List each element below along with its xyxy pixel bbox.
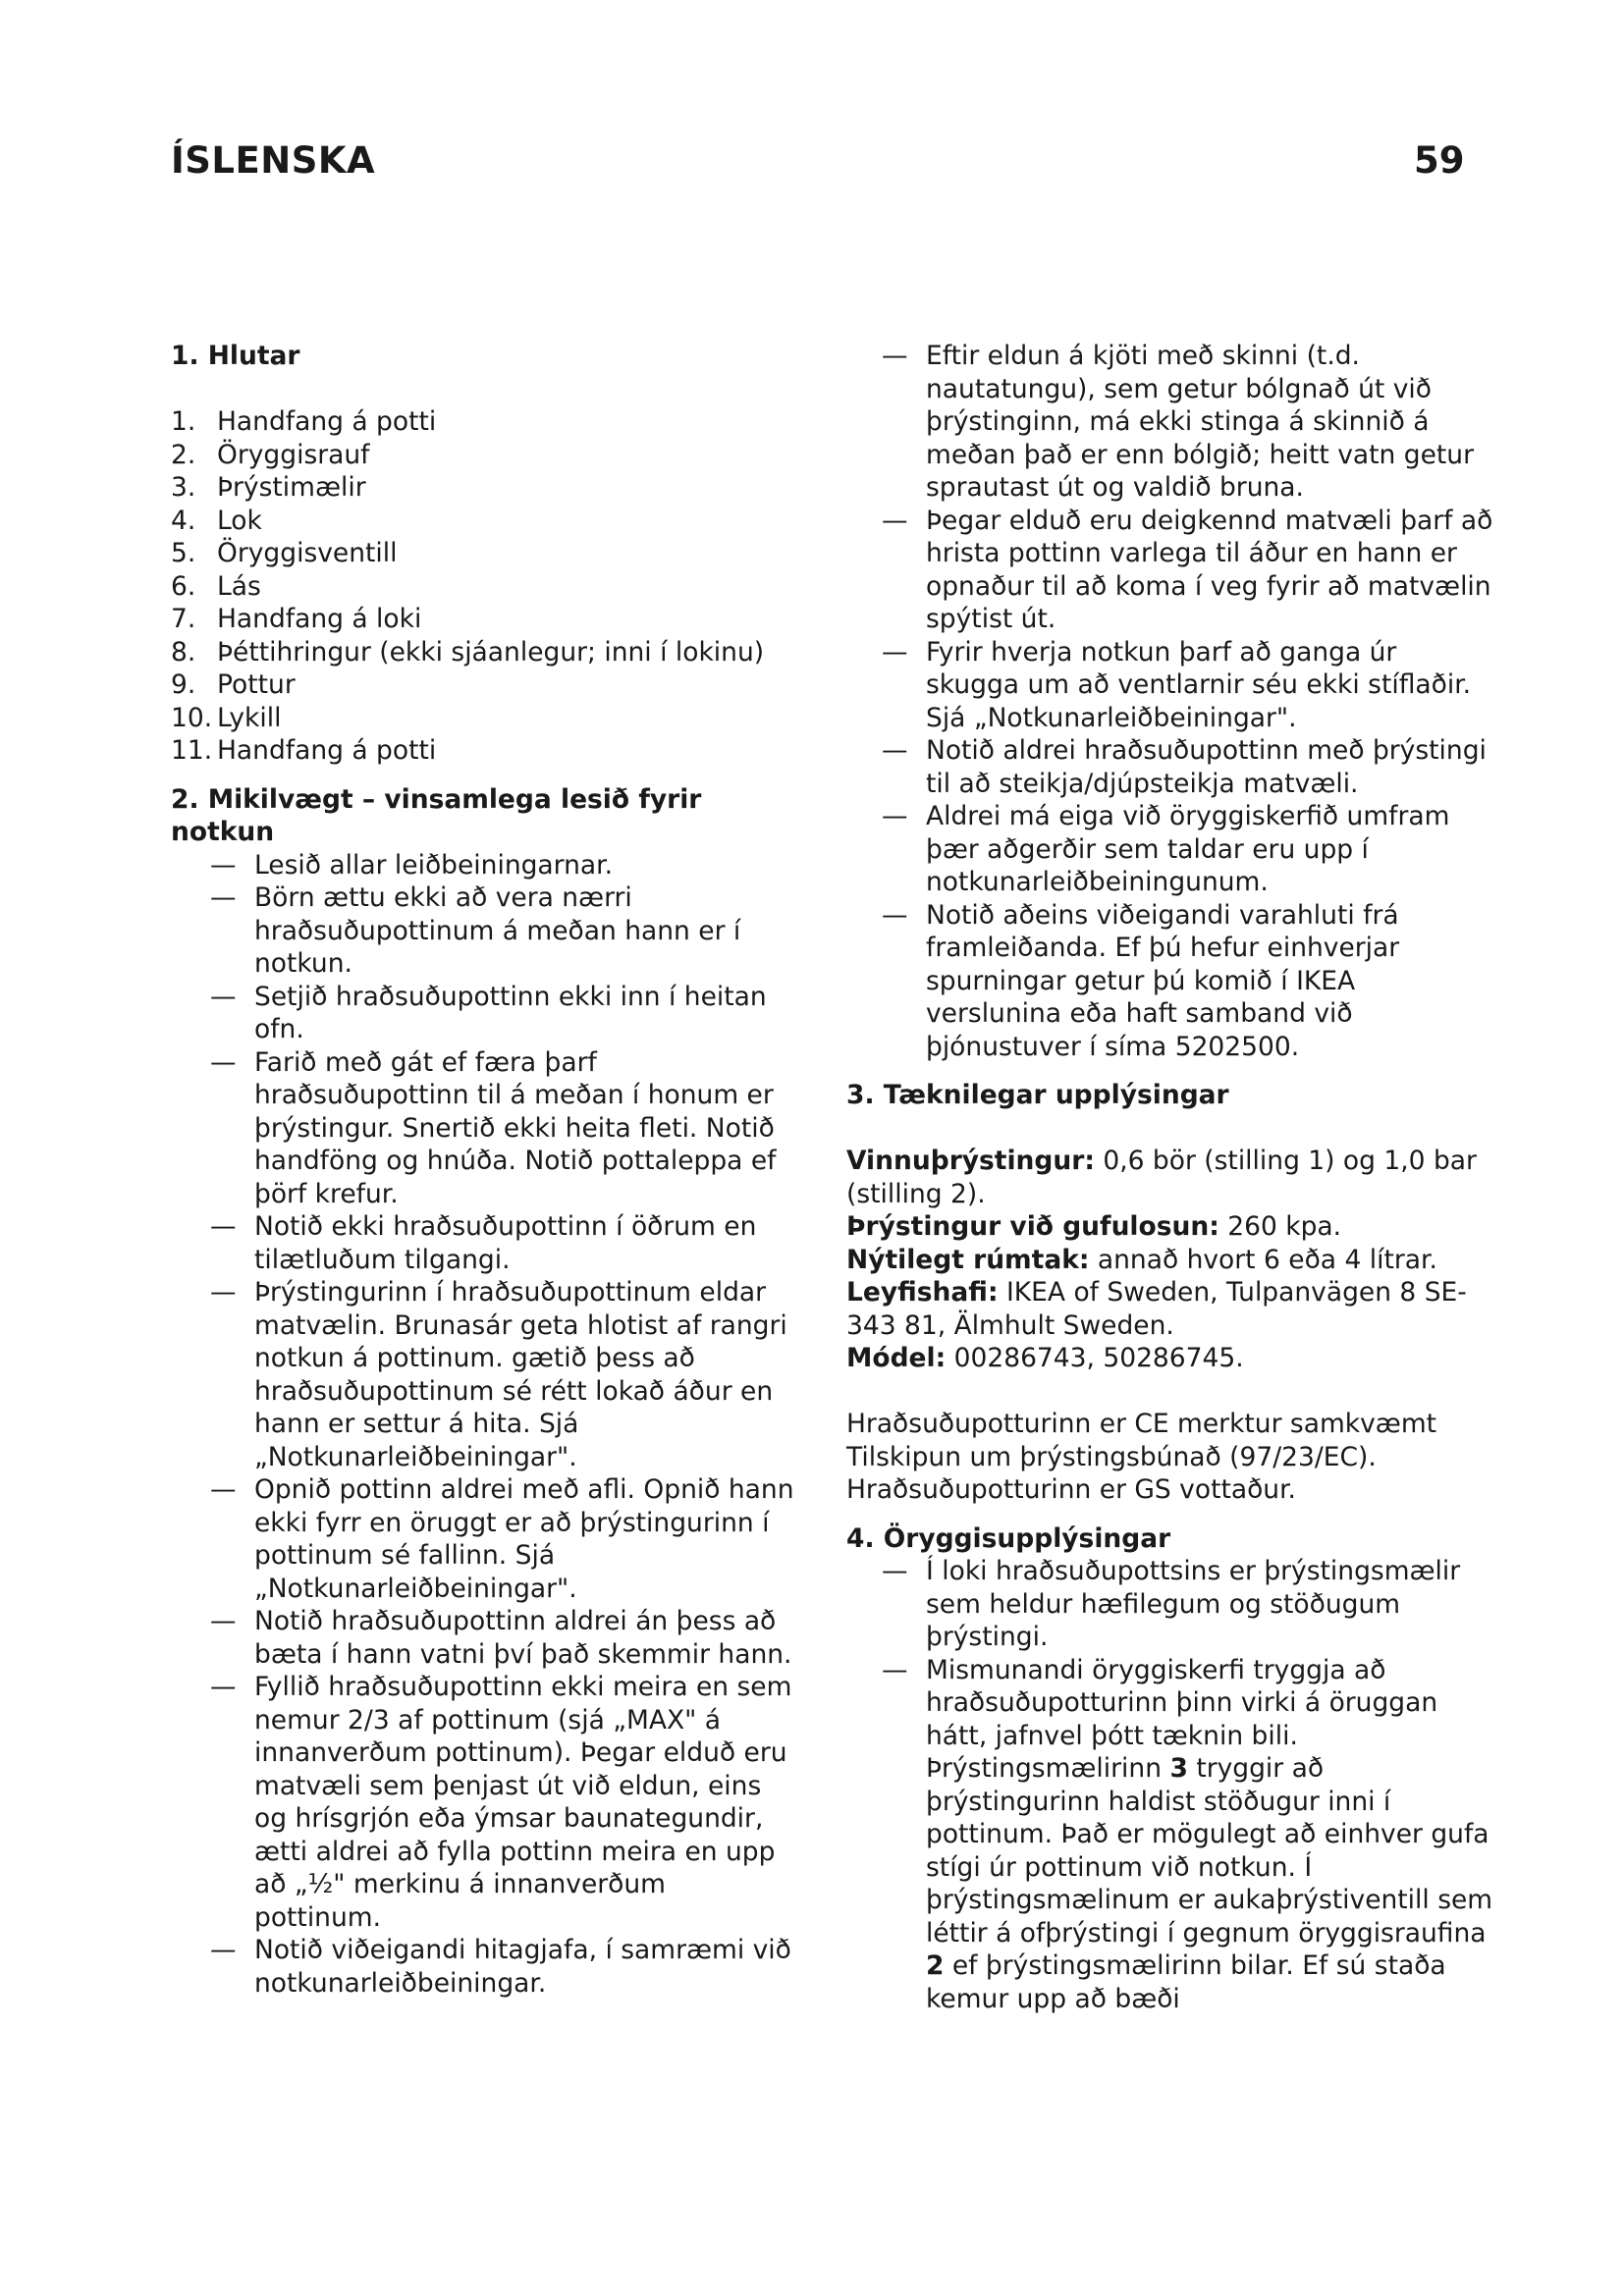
spec-working-pressure: Vinnuþrýstingur: 0,6 bör (stilling 1) og 1,0 bar (stilling 2).	[846, 1146, 1477, 1209]
section-1-title: 1. Hlutar	[171, 341, 300, 371]
ce-statement: Hraðsuðupotturinn er CE merktur samkvæmt Tilskipun um þrýstingsbúnað (97/23/EC).	[846, 1409, 1437, 1472]
safety-list	[882, 1555, 1494, 2015]
list-item: — Lesið allar leiðbeiningarnar.	[210, 849, 614, 881]
gs-statement: Hraðsuðupotturinn er GS vottaður.	[846, 1474, 1296, 1505]
list-item: 3. Þrýstimælir	[171, 472, 366, 503]
left-column	[171, 340, 799, 2000]
parts-list	[171, 405, 799, 768]
list-item: — Þegar elduð eru deigkennd matvæli þarf að hrista pottinn varlega til áður en hann er opnaður til að koma í veg fyrir að matvælin spýtist út.	[882, 505, 1493, 634]
list-item: — Opnið pottinn aldrei með afli. Opnið hann ekki fyrr en öruggt er að þrýstingurinn í pottinum sé fallinn. Sjá „Notkunarleiðbeiningar".	[210, 1474, 794, 1604]
list-item: — Eftir eldun á kjöti með skinni (t.d. nautatungu), sem getur bólgnað út við þrýstinginn, má ekki stinga á skinnið á meðan það er enn bólgið; heitt vatn getur sprautast út og valdið bruna.	[882, 341, 1474, 503]
list-item: — Notið hraðsuðupottinn aldrei án þess að bæta í hann vatni því það skemmir hann.	[210, 1606, 792, 1670]
page-language-heading: ÍSLENSKA	[171, 139, 376, 182]
section-4-title: 4. Öryggisupplýsingar	[846, 1522, 1171, 1554]
list-item: 8. Þéttihringur (ekki sjáanlegur; inni í lokinu)	[171, 636, 765, 667]
spec-release-pressure: Þrýstingur við gufulosun: 260 kpa.	[846, 1211, 1342, 1242]
list-item: — Fyrir hverja notkun þarf að ganga úr skugga um að ventlarnir séu ekki stíflaðir. Sjá „Notkunarleiðbeiningar".	[882, 636, 1472, 733]
right-column	[846, 340, 1494, 2015]
section-2-title: 2. Mikilvægt – vinsamlega lesið fyrir notkun	[171, 783, 702, 847]
list-item: — Þrýstingurinn í hraðsuðupottinum eldar matvælin. Brunasár geta hlotist af rangri notkun á pottinum. gætið þess að hraðsuðupottinum sé rétt lokað áður en hann er settur á hita. Sjá „Notkunarleiðbeiningar".	[210, 1277, 787, 1472]
list-item: — Notið aðeins viðeigandi varahluti frá framleiðanda. Ef þú hefur einhverjar spurningar getur þú komið í IKEA verslunina eða haft samband við þjónustuver í síma 5202500.	[882, 899, 1400, 1062]
list-item: 5. Öryggisventill	[171, 538, 398, 568]
list-item: 11. Handfang á potti	[171, 735, 437, 766]
list-item: — Notið aldrei hraðsuðupottinn með þrýstingi til að steikja/djúpsteikja matvæli.	[882, 735, 1487, 799]
list-item: — Börn ættu ekki að vera nærri hraðsuðupottinum á meðan hann er í notkun.	[210, 882, 741, 979]
list-item: 2. Öryggisrauf	[171, 439, 370, 470]
list-item: 7. Handfang á loki	[171, 604, 422, 634]
list-item: 9. Pottur	[171, 669, 296, 700]
list-item: 10. Lykill	[171, 702, 282, 733]
list-item: 6. Lás	[171, 570, 261, 602]
spec-licensee: Leyfishafi: IKEA of Sweden, Tulpanvägen 8 SE-343 81, Älmhult Sweden.	[846, 1277, 1467, 1341]
page-number: 59	[1414, 139, 1465, 182]
list-item: 1. Handfang á potti	[171, 406, 437, 437]
spec-capacity: Nýtilegt rúmtak: annað hvort 6 eða 4 lítrar.	[846, 1244, 1437, 1275]
spec-model: Módel: 00286743, 50286745.	[846, 1343, 1244, 1373]
list-item: 4. Lok	[171, 505, 262, 536]
warnings-list	[210, 849, 799, 2001]
list-item: — Mismunandi öryggiskerfi tryggja að hraðsuðupotturinn þinn virki á öruggan hátt, jafnvel þótt tæknin bili. Þrýstingsmælirinn 3 tryggir að þrýstingurinn haldist stöðugur inni í pottinum. Það er mögulegt að einhver gufa stígi úr pottinum við notkun. Í þrýstingsmælinum er aukaþrýstiventill sem léttir á ofþrýstingi í gegnum öryggisraufina 2 ef þrýstingsmælirinn bilar. Ef sú staða kemur upp að bæði	[882, 1654, 1493, 2014]
warnings-list-continued	[882, 340, 1494, 1063]
list-item: — Notið viðeigandi hitagjafa, í samræmi við notkunarleiðbeiningar.	[210, 1935, 791, 1999]
technical-specs	[846, 1145, 1494, 1375]
list-item: — Farið með gát ef færa þarf hraðsuðupottinn til á meðan í honum er þrýstingur. Snertið ekki heita fleti. Notið handföng og hnúða. Notið pottaleppa ef þörf krefur.	[210, 1046, 777, 1209]
list-item: — Setjið hraðsuðupottinn ekki inn í heitan ofn.	[210, 981, 767, 1044]
list-item: — Notið ekki hraðsuðupottinn í öðrum en tilætluðum tilgangi.	[210, 1211, 757, 1275]
list-item: — Aldrei má eiga við öryggiskerfið umfram þær aðgerðir sem taldar eru upp í notkunarleiðbeiningunum.	[882, 801, 1450, 897]
list-item: — Í loki hraðsuðupottsins er þrýstingsmælir sem heldur hæfilegum og stöðugum þrýstingi.	[882, 1556, 1461, 1652]
section-3-title: 3. Tæknilegar upplýsingar	[846, 1080, 1229, 1110]
list-item: — Fyllið hraðsuðupottinn ekki meira en sem nemur 2/3 af pottinum (sjá „MAX" á innanverðum pottinum). Þegar elduð eru matvæli sem þenjast út við eldun, eins og hrísgrjón eða ýmsar baunategundir, ætti aldrei að fylla pottinn meira en upp að „½" merkinu á innanverðum pottinum.	[210, 1672, 792, 1933]
